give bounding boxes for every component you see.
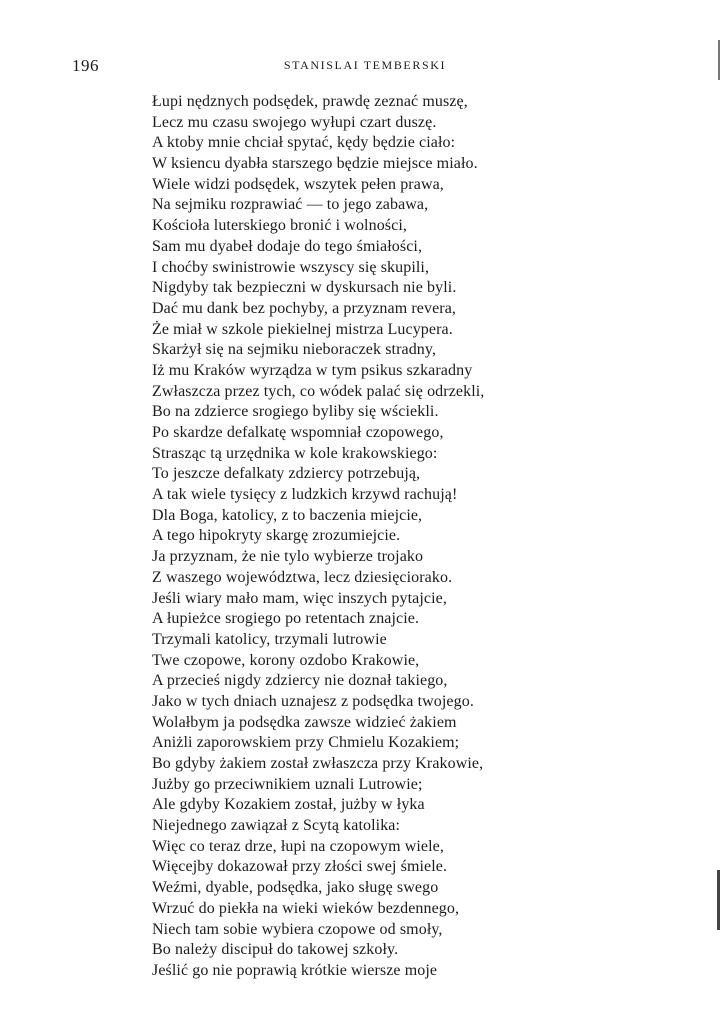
poem-line: Ale gdyby Kozakiem został, jużby w łyka xyxy=(152,796,425,814)
poem-line: W ksiencu dyabła starszego będzie miejsce miało. xyxy=(152,155,478,173)
poem-line: Trzymali katolicy, trzymali lutrowie xyxy=(152,630,387,648)
poem-line: Niech tam sobie wybiera czopowe od smoły, xyxy=(152,920,443,938)
poem-line: Łupi nędznych podsędek, prawdę zeznać muszę, xyxy=(152,93,468,110)
page-number: 196 xyxy=(72,56,99,75)
poem-line: Jako w tych dniach uznajesz z podsędka twojego. xyxy=(152,692,474,710)
poem-line: A łupieżce srogiego po retentach znajcie. xyxy=(152,610,420,628)
poem-line: Kościoła luterskiego bronić i wolności, xyxy=(152,217,407,235)
poem-line: Więc co teraz drze, łupi na czopowym wiele, xyxy=(152,837,444,855)
running-title: STANISLAI TEMBERSKI xyxy=(283,58,447,72)
poem-line: Jeśli wiary mało mam, więc inszych pytajcie, xyxy=(152,589,447,607)
poem-line: A ktoby mnie chciał spytać, kędy będzie ciało: xyxy=(152,134,456,152)
poem-line: Dla Boga, katolicy, z to baczenia miejcie, xyxy=(152,506,423,524)
poem-line: Wrzuć do piekła na wieki wieków bezdennego, xyxy=(152,899,460,917)
poem-line: Lecz mu czasu swojego wyłupi czart duszę. xyxy=(152,113,437,131)
poem-line: Strasząc tą urzędnika w kole krakowskiego: xyxy=(152,444,438,462)
poem-line: Niejednego zawiązał z Scytą katolika: xyxy=(152,817,401,835)
poem-line: A tak wiele tysięcy z ludzkich krzywd rachują! xyxy=(152,486,458,504)
poem-line: Że miał w szkole piekielnej mistrza Lucypera. xyxy=(152,320,453,338)
poem-line: Po skardze defalkatę wspomniał czopowego, xyxy=(152,424,444,441)
poem-line: Jeślić go nie poprawią krótkie wiersze moje xyxy=(152,961,438,979)
poem-line: Weźmi, dyable, podsędka, jako sługę swego xyxy=(152,879,439,897)
poem-line: Na sejmiku rozprawiać — to jego zabawa, xyxy=(152,196,429,214)
poem-line: Jużby go przeciwnikiem uznali Lutrowie; xyxy=(152,775,423,793)
poem-line: A tego hipokryty skargę zrozumiejcie. xyxy=(152,527,401,545)
poem-line: Iż mu Kraków wyrządza w tym psikus szkaradny xyxy=(152,361,473,379)
poem-line: Sam mu dyabeł dodaje do tego śmiałości, xyxy=(152,237,423,255)
poem-text xyxy=(152,92,532,982)
poem-line: Z waszego województwa, lecz dziesięciorako. xyxy=(152,568,453,586)
poem-line: Zwłaszcza przez tych, co wódek palać się odrzekli, xyxy=(152,382,485,400)
poem-line: Ja przyznam, że nie tylo wybierze trojako xyxy=(152,548,424,566)
poem-line: Wolałbym ja podsędka zawsze widzieć żakiem xyxy=(152,713,457,731)
poem-line: To jeszcze defalkaty zdziercy potrzebują, xyxy=(152,465,421,483)
poem-line: Bo należy discipuł do takowej szkoły. xyxy=(152,941,399,959)
poem-line: Twe czopowe, korony ozdobo Krakowie, xyxy=(152,651,420,669)
poem-line: Skarżył się na sejmiku nieboraczek stradny, xyxy=(152,341,437,359)
poem-line: A przecieś nigdy zdziercy nie doznał takiego, xyxy=(152,672,448,690)
poem-line: I choćby swinistrowie wszyscy się skupili, xyxy=(152,258,430,276)
poem-line: Bo na zdzierce srogiego byliby się wściekli. xyxy=(152,403,439,421)
poem-line: Wiele widzi podsędek, wszytek pełen prawa, xyxy=(152,175,444,193)
poem-line: Aniżli zaporowskiem przy Chmielu Kozakiem; xyxy=(152,734,460,752)
poem-line: Bo gdyby żakiem został zwłaszcza przy Krakowie, xyxy=(152,755,484,772)
poem-line: Dać mu dank bez pochyby, a przyznam revera, xyxy=(152,299,457,317)
poem-line: Nigdyby tak bezpieczni w dyskursach nie byli. xyxy=(152,279,457,297)
poem-line: Więcejby dokazował przy złości swej śmiele. xyxy=(152,858,448,876)
